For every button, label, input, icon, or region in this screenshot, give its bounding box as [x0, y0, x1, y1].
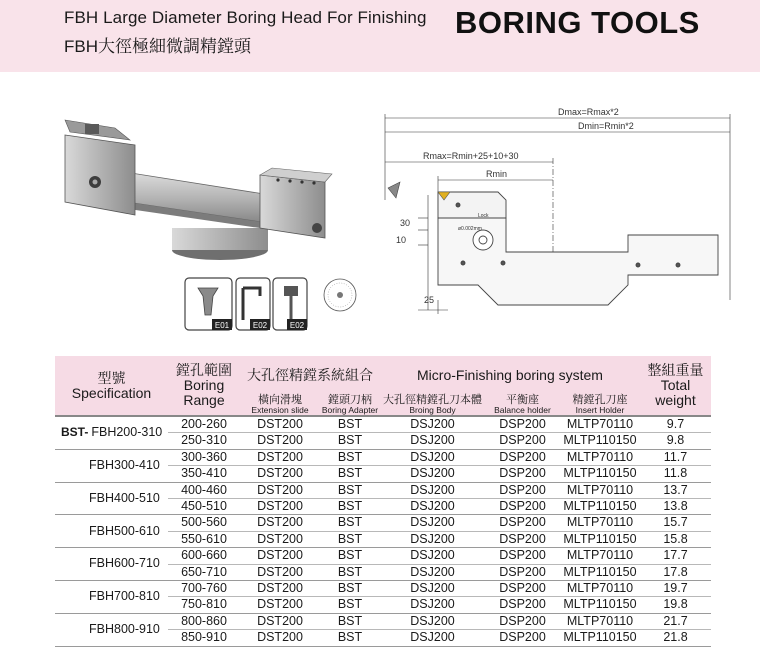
cell-wt: 11.8 [640, 466, 711, 482]
dim-30: 30 [400, 218, 411, 228]
cell-adp: BST [320, 499, 380, 515]
cell-ext: DST200 [240, 482, 320, 498]
header-adapter-en: Boring Adapter [321, 405, 379, 415]
header-balance-en: Balance holder [494, 405, 551, 415]
table-row [55, 416, 711, 433]
header-spec-en: Specification [71, 384, 152, 401]
cell-wt: 9.8 [640, 433, 711, 449]
cell-wt: 13.8 [640, 499, 711, 515]
cell-body: DSJ200 [380, 548, 485, 564]
header-insert-zh: 精鏜孔刀座 [572, 394, 628, 406]
cell-body: DSJ200 [380, 531, 485, 547]
cell-body: DSJ200 [380, 564, 485, 580]
cell-body: DSJ200 [380, 433, 485, 449]
cell-ins: MLTP110150 [560, 630, 640, 646]
header-ext-zh: 橫向滑塊 [258, 394, 302, 406]
dim-rmin: Rmin [486, 169, 508, 179]
spec-model: FBH400-510 [89, 490, 160, 505]
cell-wt: 19.7 [640, 581, 711, 597]
spec-model: FBH700-810 [89, 589, 160, 604]
table-row [55, 515, 711, 531]
header-range-zh: 鏜孔範圍 [176, 362, 232, 378]
cell-bal: DSP200 [485, 597, 560, 613]
brand-heading: BORING TOOLS [455, 5, 700, 40]
cell-ext: DST200 [240, 564, 320, 580]
cell-body: DSJ200 [380, 515, 485, 531]
cell-body: DSJ200 [380, 416, 485, 433]
system-zh-text: 大孔徑精鏜系統組合 [247, 366, 373, 383]
cell-bal: DSP200 [485, 482, 560, 498]
dim-dmin: Dmin=Rmin*2 [578, 121, 634, 131]
label-e02-b: E02 [289, 321, 305, 330]
label-fine-adjust: ø0.002mm [458, 226, 482, 232]
label-e01: E01 [214, 321, 230, 330]
dim-25: 25 [424, 295, 435, 305]
table-row [55, 482, 711, 498]
cell-wt: 13.7 [640, 482, 711, 498]
spec-cell [55, 581, 168, 614]
dimension-diagram [378, 100, 748, 325]
table-row [55, 548, 711, 564]
cell-bal: DSP200 [485, 466, 560, 482]
cell-ext: DST200 [240, 630, 320, 646]
cell-range: 300-360 [168, 449, 240, 465]
cell-ins: MLTP70110 [560, 449, 640, 465]
cell-range: 800-860 [168, 613, 240, 629]
cell-ins: MLTP110150 [560, 597, 640, 613]
cell-bal: DSP200 [485, 531, 560, 547]
spec-cell [55, 515, 168, 548]
cell-adp: BST [320, 548, 380, 564]
header-spec-zh: 型號 [97, 369, 126, 386]
cell-adp: BST [320, 531, 380, 547]
header-range-en: Boring Range [183, 377, 225, 408]
spec-cell [55, 449, 168, 482]
header-body-zh: 大孔徑精鏜孔刀本體 [383, 394, 482, 406]
header-balance [485, 394, 560, 416]
cell-range: 600-660 [168, 548, 240, 564]
cell-wt: 17.8 [640, 564, 711, 580]
header-balance-zh: 平衡座 [506, 394, 539, 406]
system-en-text: Micro-Finishing boring system [417, 366, 603, 383]
cell-ins: MLTP70110 [560, 482, 640, 498]
header-body [380, 394, 485, 416]
cell-ins: MLTP70110 [560, 613, 640, 629]
cell-adp: BST [320, 581, 380, 597]
label-lock: Lock [478, 213, 489, 219]
cell-ins: MLTP110150 [560, 499, 640, 515]
spec-cell [55, 482, 168, 515]
header-system-zh [240, 356, 380, 394]
cell-ext: DST200 [240, 515, 320, 531]
cell-body: DSJ200 [380, 597, 485, 613]
cell-bal: DSP200 [485, 499, 560, 515]
cell-range: 250-310 [168, 433, 240, 449]
header-banner [0, 0, 760, 72]
dim-dmax: Dmax=Rmax*2 [558, 107, 619, 117]
cell-ins: MLTP110150 [560, 466, 640, 482]
cell-range: 400-460 [168, 482, 240, 498]
cell-adp: BST [320, 433, 380, 449]
cell-wt: 15.8 [640, 531, 711, 547]
cell-ext: DST200 [240, 466, 320, 482]
cell-bal: DSP200 [485, 613, 560, 629]
header-adapter [320, 394, 380, 416]
spec-table-body [55, 416, 711, 646]
cell-range: 650-710 [168, 564, 240, 580]
spec-table [55, 356, 711, 647]
spec-model: FBH300-410 [89, 458, 160, 473]
header-spec [55, 356, 168, 416]
cell-ext: DST200 [240, 581, 320, 597]
table-row [55, 581, 711, 597]
cell-ext: DST200 [240, 531, 320, 547]
cell-adp: BST [320, 515, 380, 531]
cell-ext: DST200 [240, 597, 320, 613]
cell-body: DSJ200 [380, 466, 485, 482]
cell-wt: 9.7 [640, 416, 711, 433]
cell-wt: 21.8 [640, 630, 711, 646]
spec-model: FBH800-910 [89, 622, 160, 637]
cell-wt: 11.7 [640, 449, 711, 465]
cell-range: 450-510 [168, 499, 240, 515]
header-weight-zh: 整組重量 [647, 362, 704, 378]
title-chinese: FBH大徑極細微調精鏜頭 [64, 37, 251, 56]
cell-adp: BST [320, 630, 380, 646]
cell-ext: DST200 [240, 449, 320, 465]
cell-bal: DSP200 [485, 548, 560, 564]
label-e02-a: E02 [252, 321, 268, 330]
spec-cell [55, 548, 168, 581]
cell-ext: DST200 [240, 613, 320, 629]
header-adapter-zh: 鏜頭刀柄 [328, 394, 372, 406]
cell-ins: MLTP70110 [560, 581, 640, 597]
header-insert [560, 394, 640, 416]
cell-bal: DSP200 [485, 515, 560, 531]
cell-adp: BST [320, 466, 380, 482]
cell-range: 350-410 [168, 466, 240, 482]
cell-adp: BST [320, 597, 380, 613]
cell-adp: BST [320, 564, 380, 580]
cell-range: 750-810 [168, 597, 240, 613]
cell-adp: BST [320, 449, 380, 465]
cell-ext: DST200 [240, 548, 320, 564]
product-photo [60, 110, 360, 335]
cell-bal: DSP200 [485, 433, 560, 449]
header-weight [640, 356, 711, 416]
cell-range: 550-610 [168, 531, 240, 547]
spec-model: FBH200-310 [91, 425, 163, 440]
spec-model: FBH600-710 [89, 556, 160, 571]
header-weight-en: Total weight [655, 377, 696, 408]
dim-10: 10 [396, 235, 407, 245]
header-system-en [380, 356, 640, 394]
cell-wt: 15.7 [640, 515, 711, 531]
cell-range: 200-260 [168, 416, 240, 433]
cell-body: DSJ200 [380, 630, 485, 646]
cell-body: DSJ200 [380, 613, 485, 629]
cell-adp: BST [320, 613, 380, 629]
header-ext [240, 394, 320, 416]
spec-model: FBH500-610 [89, 523, 160, 538]
cell-wt: 21.7 [640, 613, 711, 629]
header-range [168, 356, 240, 416]
cell-ins: MLTP110150 [560, 564, 640, 580]
cell-ext: DST200 [240, 416, 320, 433]
spec-cell [55, 416, 168, 449]
cell-bal: DSP200 [485, 449, 560, 465]
cell-ins: MLTP110150 [560, 433, 640, 449]
cell-body: DSJ200 [380, 581, 485, 597]
header-body-en: Broing Body [409, 405, 456, 415]
cell-wt: 19.8 [640, 597, 711, 613]
cell-bal: DSP200 [485, 581, 560, 597]
cell-ext: DST200 [240, 433, 320, 449]
spec-prefix: BST- [61, 425, 89, 440]
table-row [55, 613, 711, 629]
spec-cell [55, 613, 168, 646]
cell-ins: MLTP70110 [560, 416, 640, 433]
header-ext-en: Extension slide [251, 405, 309, 415]
cell-body: DSJ200 [380, 449, 485, 465]
cell-bal: DSP200 [485, 564, 560, 580]
title-english: FBH Large Diameter Boring Head For Finishing [64, 8, 427, 27]
cell-adp: BST [320, 482, 380, 498]
table-row [55, 449, 711, 465]
dim-rmax: Rmax=Rmin+25+10+30 [423, 151, 519, 161]
cell-range: 500-560 [168, 515, 240, 531]
cell-ext: DST200 [240, 499, 320, 515]
cell-ins: MLTP70110 [560, 515, 640, 531]
cell-range: 850-910 [168, 630, 240, 646]
cell-bal: DSP200 [485, 416, 560, 433]
cell-ins: MLTP110150 [560, 531, 640, 547]
cell-wt: 17.7 [640, 548, 711, 564]
cell-body: DSJ200 [380, 482, 485, 498]
cell-range: 700-760 [168, 581, 240, 597]
cell-ins: MLTP70110 [560, 548, 640, 564]
cell-body: DSJ200 [380, 499, 485, 515]
cell-adp: BST [320, 416, 380, 433]
header-insert-en: Insert Holder [575, 405, 625, 415]
cell-bal: DSP200 [485, 630, 560, 646]
